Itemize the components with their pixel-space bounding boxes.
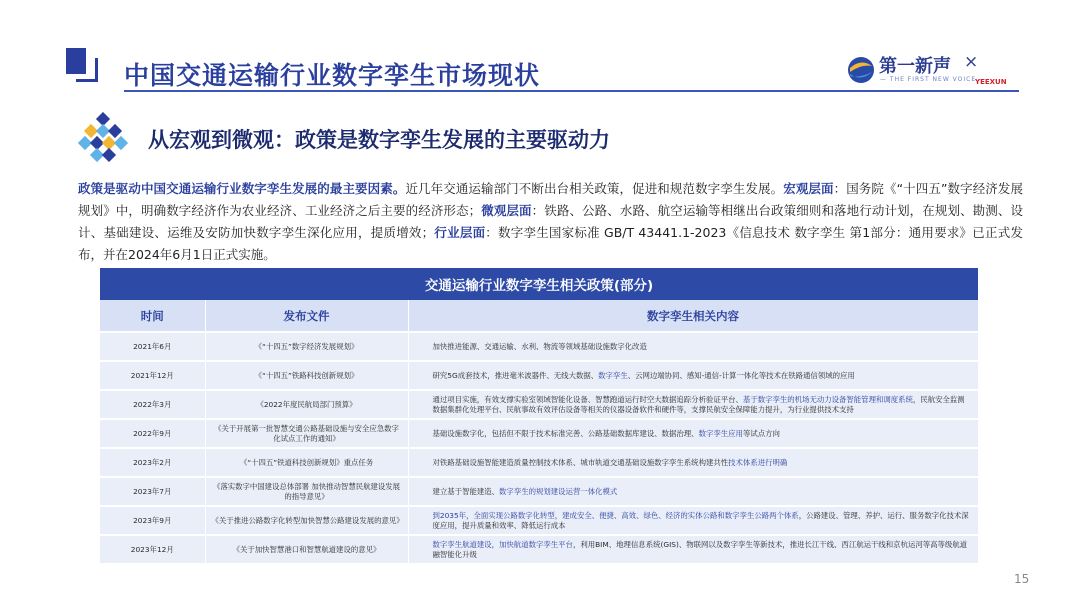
partner-logo-text: YEEXUN xyxy=(975,78,1007,86)
row-content xyxy=(408,506,978,535)
content-highlight: 数字孪生的规划建设运营一体化模式 xyxy=(499,486,618,496)
brand-cross-mark: × xyxy=(964,52,979,72)
table-row xyxy=(100,419,978,448)
row-doc: 《关于开展第一批智慧交通公路基础设施与安全应急数字化试点工作的通知》 xyxy=(205,419,408,448)
row-content xyxy=(408,477,978,506)
corner-deco-outline xyxy=(76,58,98,82)
col-header-time: 时间 xyxy=(100,300,205,332)
row-date: 2022年9月 xyxy=(100,419,205,448)
content-text: 研究5G成套技术，推进毫米波器件、无线大数据、 xyxy=(432,370,599,380)
para-text-1: 近几年交通运输部门不断出台相关政策，促进和规范数字孪生发展。 xyxy=(405,181,784,196)
row-content xyxy=(408,390,978,419)
row-date: 2021年6月 xyxy=(100,332,205,361)
para-industry-label: 行业层面 xyxy=(434,225,486,240)
content-text: ，民航安全监测数据集群化处理平台、民航事故有效评估设备等相关的仪器设备软件和硬件等，支撑民航安全保障能力提升，为行业提供技术支持 xyxy=(432,394,965,414)
content-text: 建立基于智能建造、 xyxy=(432,486,500,496)
table-row xyxy=(100,390,978,419)
content-text: 基础设施数字化，包括但不限于技术标准完善、公路基础数据库建设、数据治理、 xyxy=(432,428,699,438)
table-caption: 交通运输行业数字孪生相关政策(部分) xyxy=(100,268,978,300)
content-highlight: 数字孪生 xyxy=(598,370,628,380)
para-micro-label: 微观层面 xyxy=(481,203,532,218)
content-text: 对铁路基础设施智能建造质量控制技术体系、城市轨道交通基础设施数字孪生系统构建共性 xyxy=(432,457,729,467)
intro-paragraph xyxy=(78,178,1023,266)
content-highlight: 技术体系进行明确 xyxy=(728,457,788,467)
page-number: 15 xyxy=(1014,572,1030,586)
content-text: 加快推进能源、交通运输、水利、物流等领域基础设施数字化改造 xyxy=(432,341,647,351)
col-header-doc: 发布文件 xyxy=(205,300,408,332)
title-underline xyxy=(124,90,1019,92)
row-content xyxy=(408,535,978,563)
row-date: 2021年12月 xyxy=(100,361,205,390)
row-content xyxy=(408,448,978,477)
para-text-4: ：数字孪生国家标准 GB/T 43441.1-2023《信息技术 数字孪生 第1部分：通用要求》已正式发布，并在2024年6月1日正式实施。 xyxy=(78,225,1023,262)
row-doc: 《关于加快智慧港口和智慧航道建设的意见》 xyxy=(205,535,408,563)
row-date: 2023年9月 xyxy=(100,506,205,535)
brand-logo-text: 第一新声 xyxy=(879,56,951,77)
table-row xyxy=(100,448,978,477)
content-highlight: 数字孪生航道建设，加快航道数字孪生平台 xyxy=(432,539,573,549)
policy-table xyxy=(100,268,979,563)
table-row xyxy=(100,506,978,535)
table-row xyxy=(100,535,978,563)
row-doc: 《2022年度民航局部门预算》 xyxy=(205,390,408,419)
content-text: ，利用BIM、地理信息系统(GIS)、物联网以及数字孪生等新技术，推进长江干线、西江航运干线和京杭运河等高等级航道融智能化升级 xyxy=(432,539,968,559)
row-content xyxy=(408,361,978,390)
row-date: 2023年2月 xyxy=(100,448,205,477)
page-title: 中国交通运输行业数字孪生市场现状 xyxy=(124,61,541,90)
table-row xyxy=(100,477,978,506)
para-macro-label: 宏观层面 xyxy=(783,181,834,196)
brand-logo-tagline: — THE FIRST NEW VOICE — xyxy=(880,76,987,83)
content-highlight: 数字孪生应用 xyxy=(698,428,743,438)
row-doc: 《落实数字中国建设总体部署 加快推动智慧民航建设发展的指导意见》 xyxy=(205,477,408,506)
para-text-2: ：国务院《“十四五”数字经济发展规划》中，明确数字经济作为农业经济、工业经济之后主要的经济形态； xyxy=(78,181,1023,218)
row-doc: 《“十四五”数字经济发展规划》 xyxy=(205,332,408,361)
row-date: 2022年3月 xyxy=(100,390,205,419)
row-doc: 《“十四五”铁道科技创新规划》重点任务 xyxy=(205,448,408,477)
col-header-content: 数字孪生相关内容 xyxy=(408,300,978,332)
content-text: ，公路建设、管理、养护、运行、服务数字化技术深度应用，提升质量和效率、降低运行成本 xyxy=(432,510,969,530)
table-row xyxy=(100,332,978,361)
content-text: 等试点方向 xyxy=(742,428,780,438)
row-date: 2023年12月 xyxy=(100,535,205,563)
row-doc: 《关于推进公路数字化转型加快智慧公路建设发展的意见》 xyxy=(205,506,408,535)
para-lead: 政策是驱动中国交通运输行业数字孪生发展的最主要因素。 xyxy=(78,181,406,196)
diamond-pattern-icon xyxy=(78,112,134,162)
content-text: 通过项目实施，有效支撑实验室领域智能化设备、智慧跑道运行时空大数据追踪分析验证平台、 xyxy=(432,394,743,404)
row-content xyxy=(408,332,978,361)
row-date: 2023年7月 xyxy=(100,477,205,506)
row-doc: 《“十四五”铁路科技创新规划》 xyxy=(205,361,408,390)
para-text-3: ：铁路、公路、水路、航空运输等相继出台政策细则和落地行动计划，在规划、勘测、设计、基础建设、运维及安防加快数字孪生深化应用，提质增效； xyxy=(78,203,1023,240)
section-subtitle: 从宏观到微观：政策是数字孪生发展的主要驱动力 xyxy=(148,128,610,152)
content-highlight: 基于数字孪生的机场无动力设备智能管理和调度系统 xyxy=(742,394,913,404)
row-content xyxy=(408,419,978,448)
content-text: 、云网边端协同、感知-通信-计算一体化等技术在铁路通信领域的应用 xyxy=(627,370,855,380)
content-highlight: 到2035年，全面实现公路数字化转型，建成安全、便捷、高效、绿色、经济的实体公路和数字孪生公路两个体系 xyxy=(432,510,799,520)
table-row xyxy=(100,361,978,390)
